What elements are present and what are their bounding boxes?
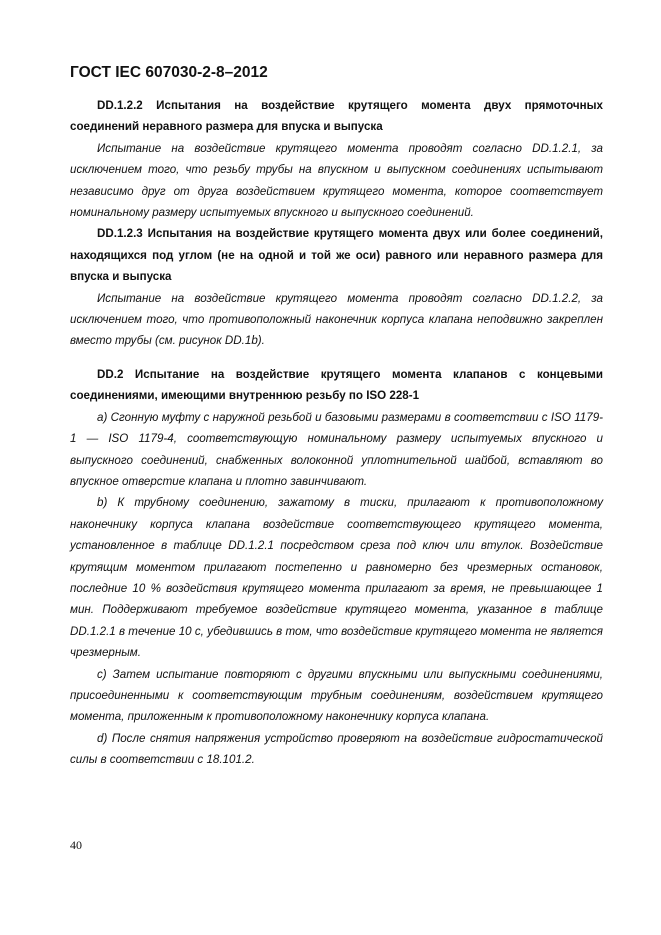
list-item-a: a) Сгонную муфту с наружной резьбой и базовыми размерами в соответствии с ISO 1179-1 — ISO 1179-4, соответствующую номинальному размеру испытуемых впускного и выпускного соединений, снабженных волоконной уплотнительной шайбой, вставляют во впускное отверстие клапана и плотно завинчивают. [70, 410, 603, 488]
section-heading-dd122: DD.1.2.2 Испытания на воздействие крутящего момента двух прямоточных соединений неравного размера для впуска и выпуска [70, 99, 603, 134]
section-gap [70, 352, 603, 364]
list-item-d: d) После снятия напряжения устройство проверяют на воздействие гидростатической силы в соответствии с 18.101.2. [70, 731, 603, 767]
document-header: ГОСТ IEC 607030-2-8–2012 [70, 64, 268, 81]
list-item-b: b) К трубному соединению, зажатому в тиски, прилагают к противоположному наконечнику корпуса клапана воздействие соответствующего крутящего момента, установленное в таблице DD.1.2.1 посредством среза под ключ или втулок. Воздействие крутящим моментом прилагают постепенно и равномерно без чрезмерных остановок, последние 10 % воздействия крутящего момента прилагают за время, не превышающее 1 мин. Поддерживают требуемое воздействие крутящего момента, указанное в таблице DD.1.2.1 в течение 10 с, убедившись в том, что воздействие крутящего момента не является чрезмерным. [70, 496, 603, 660]
paragraph-dd122: Испытание на воздействие крутящего момента проводят согласно DD.1.2.1, за исключением того, что резьбу трубы на впускном и выпускном соединениях испытывают независимо друг от друга воздействием крутящего момента, которое соответствует номинальному размеру испытуемых впускного и выпускного соединений. [70, 141, 603, 220]
paragraph-dd123: Испытание на воздействие крутящего момента проводят согласно DD.1.2.2, за исключением того, что противоположный наконечник корпуса клапана неподвижно закреплен вместо трубы (см. рисунок DD.1b). [70, 291, 603, 348]
section-heading-dd2: DD.2 Испытание на воздействие крутящего момента клапанов с концевыми соединениями, имеющими внутреннюю резьбу по ISO 228-1 [70, 367, 603, 403]
page-number: 40 [70, 838, 82, 852]
section-heading-dd123: DD.1.2.3 Испытания на воздействие крутящего момента двух или более соединений, находящихся под углом (не на одной и той же оси) равного или неравного размера для впуска и выпуска [70, 227, 603, 284]
document-body [70, 95, 603, 771]
list-item-c: c) Затем испытание повторяют с другими впускными или выпускными соединениями, присоединенными к соответствующим трубным соединениям, воздействием крутящего момента, приложенным к противоположному наконечнику корпуса клапана. [70, 667, 603, 724]
